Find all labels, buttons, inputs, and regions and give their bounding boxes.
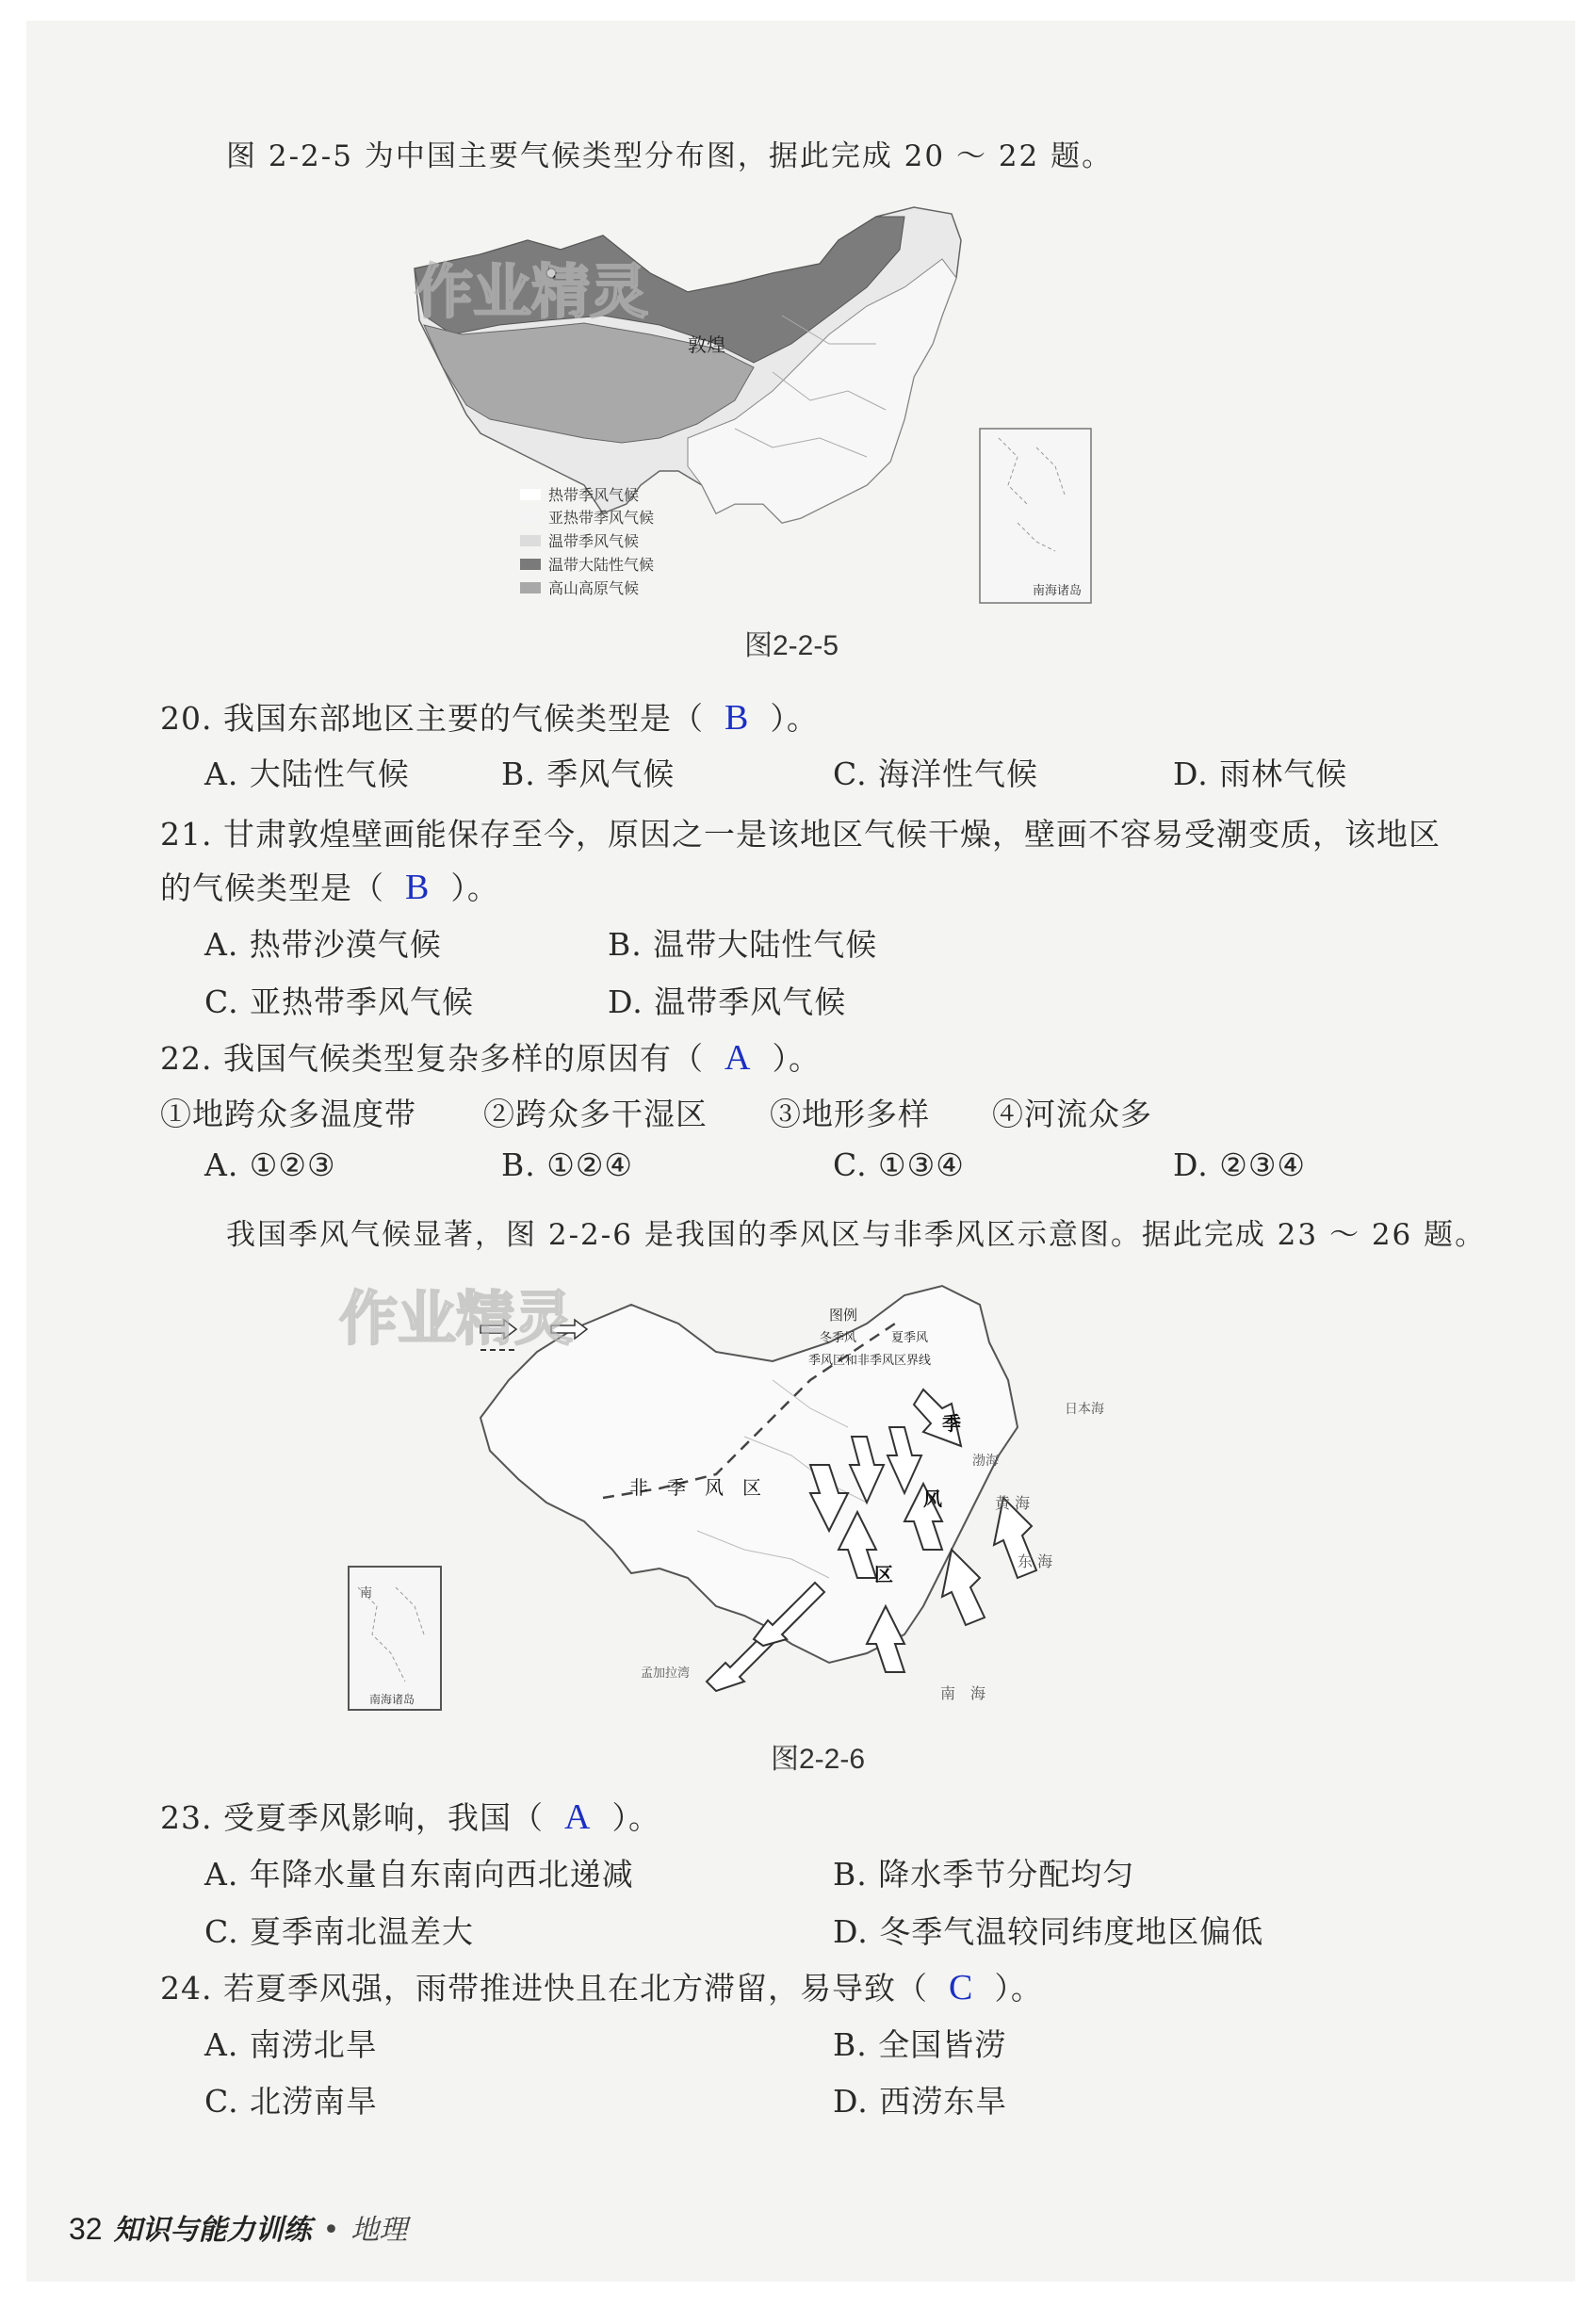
option-d: D. 西涝东旱 xyxy=(833,2083,1008,2120)
climate-map-figure xyxy=(377,203,1112,608)
legend-swatch xyxy=(520,489,541,500)
option-d: D. 冬季气温较同纬度地区偏低 xyxy=(833,1913,1264,1950)
question-21-line2: 的气候类型是（ B ）。 xyxy=(160,868,499,907)
question-24: 24. 若夏季风强，雨带推进快且在北方滞留，易导致（ C ）。 xyxy=(160,1968,1043,2007)
option-d: D. ②③④ xyxy=(1173,1146,1307,1183)
monsoon-label-char: 区 xyxy=(874,1563,893,1585)
sea-label: 东 海 xyxy=(1018,1552,1053,1570)
question-stem: 20. 我国东部地区主要的气候类型是（ xyxy=(160,700,704,737)
answer-mark: A xyxy=(724,1038,752,1078)
statement-1: ①地跨众多温度带 xyxy=(160,1096,416,1132)
legend-swatch xyxy=(520,535,541,546)
answer-mark: B xyxy=(405,868,431,907)
statement-3: ③地形多样 xyxy=(770,1096,930,1132)
option-c: C. 北涝南旱 xyxy=(204,2083,379,2120)
inset-label: 南海诸岛 xyxy=(1033,584,1083,598)
option-b: B. 温带大陆性气候 xyxy=(608,926,878,963)
legend-item: 亚热带季风气候 xyxy=(520,506,654,528)
book-title: 知识与能力训练 xyxy=(113,2214,312,2247)
sea-label: 渤海 xyxy=(972,1454,999,1469)
answer-mark: A xyxy=(563,1797,592,1837)
legend-boundary-label: 季风区和非季风区界线 xyxy=(808,1354,932,1368)
option-d: D. 温带季风气候 xyxy=(608,983,847,1020)
option-a: A. 年降水量自东南向西北递减 xyxy=(204,1856,634,1893)
watermark: 作业精灵 xyxy=(339,1284,574,1353)
option-a: A. 热带沙漠气候 xyxy=(204,926,442,963)
sea-label: 日本海 xyxy=(1065,1402,1104,1417)
figure-caption-2: 图2-2-6 xyxy=(771,1744,866,1775)
legend-swatch xyxy=(520,582,541,593)
question-23: 23. 受夏季风影响，我国（ A ）。 xyxy=(160,1797,660,1837)
answer-mark: C xyxy=(948,1968,974,2007)
city-label-dunhuang: 敦煌 xyxy=(688,333,725,356)
figure-caption-1: 图2-2-5 xyxy=(744,630,839,661)
option-c: C. ①③④ xyxy=(833,1146,965,1183)
legend-winter-label: 冬季风 xyxy=(820,1331,857,1345)
sea-label: 黄 海 xyxy=(995,1494,1031,1512)
option-b: B. 降水季节分配均匀 xyxy=(833,1856,1135,1893)
legend-title: 图例 xyxy=(829,1307,858,1324)
option-a: A. 大陆性气候 xyxy=(204,756,410,792)
statement-4: ④河流众多 xyxy=(992,1096,1152,1132)
legend-summer-label: 夏季风 xyxy=(891,1331,929,1345)
watermark: 作业精灵 xyxy=(415,257,649,326)
inset-label: 南海诸岛 xyxy=(369,1693,415,1706)
legend-item: 温带季风气候 xyxy=(520,529,639,551)
legend-swatch xyxy=(520,559,541,570)
legend-item: 热带季风气候 xyxy=(520,483,639,505)
option-c: C. 海洋性气候 xyxy=(833,756,1039,792)
option-b: B. ①②④ xyxy=(501,1146,633,1183)
sea-label: 南 海 xyxy=(940,1684,986,1702)
option-c: C. 夏季南北温差大 xyxy=(204,1913,475,1950)
answer-mark: B xyxy=(724,698,750,738)
title-separator: • xyxy=(322,2214,340,2247)
option-b: B. 季风气候 xyxy=(501,756,676,792)
monsoon-label-char: 季 xyxy=(942,1412,961,1435)
page-footer xyxy=(69,2206,407,2248)
non-monsoon-label: 非 季 风 区 xyxy=(629,1476,761,1499)
bay-label: 孟加拉湾 xyxy=(641,1666,691,1681)
statement-2: ②跨众多干湿区 xyxy=(483,1096,708,1132)
page-number: 32 xyxy=(69,2212,103,2246)
question-20: 20. 我国东部地区主要的气候类型是（ B ）。 xyxy=(160,698,819,738)
section-intro-2: 我国季风气候显著，图 2-2-6 是我国的季风区与非季风区示意图。据此完成 23 ～ 26 题。 xyxy=(226,1218,1487,1252)
monsoon-map-figure xyxy=(301,1267,1149,1719)
inset-sea-label: 南 xyxy=(360,1586,373,1601)
monsoon-label-char: 风 xyxy=(923,1487,942,1510)
question-21-line1: 21. 甘肃敦煌壁画能保存至今，原因之一是该地区气候干燥，壁画不容易受潮变质，该地区 xyxy=(160,816,1441,853)
legend-item: 温带大陆性气候 xyxy=(520,553,654,575)
option-b: B. 全国皆涝 xyxy=(833,2026,1007,2063)
option-d: D. 雨林气候 xyxy=(1173,756,1348,792)
legend-swatch xyxy=(520,512,541,523)
section-intro-1: 图 2-2-5 为中国主要气候类型分布图，据此完成 20 ～ 22 题。 xyxy=(226,139,1114,173)
option-a: A. 南涝北旱 xyxy=(204,2026,378,2063)
subject-label: 地理 xyxy=(350,2214,408,2247)
climate-legend xyxy=(520,483,708,606)
option-a: A. ①②③ xyxy=(204,1146,336,1183)
question-22: 22. 我国气候类型复杂多样的原因有（ A ）。 xyxy=(160,1038,821,1078)
legend-item: 高山高原气候 xyxy=(520,577,639,598)
option-c: C. 亚热带季风气候 xyxy=(204,983,475,1020)
